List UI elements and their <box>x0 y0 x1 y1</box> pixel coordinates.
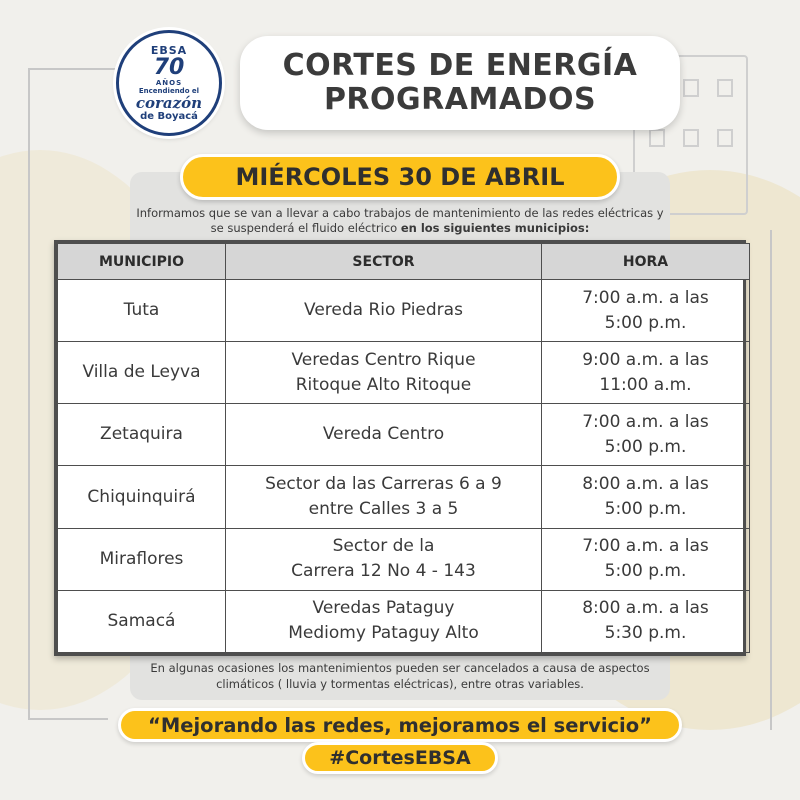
column-header-hora: HORA <box>542 244 750 280</box>
table-row <box>58 404 750 466</box>
date-banner: MIÉRCOLES 30 DE ABRIL <box>180 154 620 200</box>
decorative-line <box>28 68 123 70</box>
cell-sector: Sector de la Carrera 12 No 4 - 143 <box>226 528 542 590</box>
table-row <box>58 590 750 652</box>
cell-hora: 9:00 a.m. a las 11:00 a.m. <box>542 342 750 404</box>
logo-years-word: AÑOS <box>155 78 183 87</box>
table-header-row <box>58 244 750 280</box>
disclaimer-note: En algunas ocasiones los mantenimientos pueden ser cancelados a causa de aspectos climáticos ( lluvia y tormentas eléctricas), entre otras variables. <box>150 661 650 691</box>
cell-sector: Veredas Centro Rique Ritoque Alto Ritoque <box>226 342 542 404</box>
cell-municipio: Chiquinquirá <box>58 466 226 528</box>
cell-municipio: Zetaquira <box>58 404 226 466</box>
logo-heart-word: corazón <box>135 93 203 112</box>
cell-municipio: Samacá <box>58 590 226 652</box>
cell-hora: 7:00 a.m. a las 5:00 p.m. <box>542 280 750 342</box>
cell-sector: Veredas Pataguy Mediomy Pataguy Alto <box>226 590 542 652</box>
table-row <box>58 466 750 528</box>
cell-hora: 7:00 a.m. a las 5:00 p.m. <box>542 404 750 466</box>
cell-hora: 8:00 a.m. a las 5:30 p.m. <box>542 590 750 652</box>
column-header-municipio: MUNICIPIO <box>58 244 226 280</box>
logo-region: de Boyacá <box>140 110 198 122</box>
logo-tagline: Encendiendo el <box>138 86 200 95</box>
intro-text <box>130 206 670 236</box>
table-row <box>58 342 750 404</box>
table-row <box>58 528 750 590</box>
decorative-line <box>28 68 30 720</box>
title-panel <box>240 36 680 130</box>
decorative-line <box>770 230 772 730</box>
cell-sector: Vereda Centro <box>226 404 542 466</box>
cell-municipio: Villa de Leyva <box>58 342 226 404</box>
cell-hora: 8:00 a.m. a las 5:00 p.m. <box>542 466 750 528</box>
page-title-line-2: PROGRAMADOS <box>323 82 597 117</box>
cell-sector: Vereda Rio Piedras <box>226 280 542 342</box>
logo-years: 70 <box>153 54 185 80</box>
page-title-line-1: CORTES DE ENERGÍA <box>282 48 638 83</box>
schedule-table <box>54 240 746 656</box>
decorative-line <box>28 718 108 720</box>
slogan-banner: “Mejorando las redes, mejoramos el servicio” <box>118 708 682 742</box>
intro-text-bold: en los siguientes municipios: <box>400 221 590 235</box>
column-header-sector: SECTOR <box>226 244 542 280</box>
table-row <box>58 280 750 342</box>
intro-text-regular: Informamos que se van a llevar a cabo trabajos de mantenimiento de las redes eléctricas y se suspenderá el fluido eléctrico <box>136 206 664 235</box>
cell-municipio: Miraflores <box>58 528 226 590</box>
cell-municipio: Tuta <box>58 280 226 342</box>
ebsa-logo <box>116 30 222 136</box>
cell-sector: Sector da las Carreras 6 a 9 entre Calles 3 a 5 <box>226 466 542 528</box>
logo-brand: EBSA <box>150 43 188 57</box>
hashtag-banner: #CortesEBSA <box>302 742 498 774</box>
cell-hora: 7:00 a.m. a las 5:00 p.m. <box>542 528 750 590</box>
